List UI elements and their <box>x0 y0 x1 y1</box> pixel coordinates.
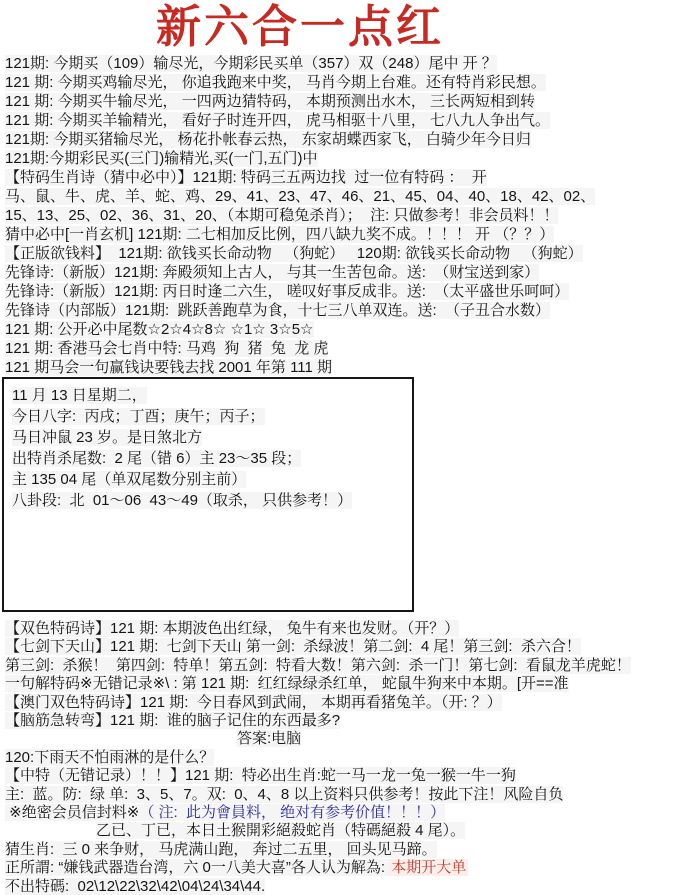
daily-almanac-box <box>2 377 414 612</box>
pioneer-poem-line: 先锋诗（内部版）121期: 跳跃善跑草为食，十七三八单双连。送: （子丑合水数） <box>5 302 551 319</box>
brain-teaser-answer: 答案:电脑 <box>237 730 302 748</box>
almanac-bazi-line: 今日八字: 丙戌；丁酉；庚午；丙子； <box>12 408 265 425</box>
pioneer-poem-line: 先锋诗:（新版）121期: 奔殿须知上古人， 与其一生苦包命。送: （财宝送到家） <box>5 264 540 281</box>
almanac-tail-line: 出特肖杀尾数: 2 尾（错 6）主 23～35 段； <box>12 450 302 467</box>
pioneer-poem-line: 先锋诗:（新版）121期: 丙日时逢二六生， 嗟叹好事反成非。送: （太平盛世乐呵呵） <box>5 283 570 300</box>
result-review-line: 121期: 今期买（109）输尽光，今期彩民买单（357）双（248）尾中 开 ？ <box>5 55 497 72</box>
result-review-line: 121 期: 今期买牛输尽光， 一四两边猜特码， 本期预测出水木， 三长两短相到转 <box>5 93 536 110</box>
result-review-line: 121期: 今期买猪输尽光， 杨花扑帐春云热， 东家胡蝶西家飞， 白骑少年今日归 <box>5 131 531 148</box>
excluded-codes-line: 不出特碼: 02\12\22\32\42\04\24\34\44. <box>5 877 266 895</box>
almanac-main-tail-line: 主 135 04 尾（单双尾数分别主前） <box>12 471 247 488</box>
result-review-line: 121 期: 今期买羊输精光， 看好子时连开四， 虎马相驱十八里， 七八九人争出气。 <box>5 112 551 129</box>
yisi-kill-line: 乙已、丁已，本日土猴開彩絕殺蛇肖（特碼絕殺 4 尾）。 <box>96 822 466 840</box>
zhengsuowei-line <box>0 859 690 877</box>
result-review-line: 121 期: 今期买鸡输尽光， 你追我跑来中奖， 马肖今期上台难。还有特肖彩民想。 <box>5 74 546 91</box>
seven-swords-line: 第三剑: 杀猴！ 第四剑: 特单！第五剑: 特看大数！第六剑: 杀一门！第七剑: 看鼠龙羊虎蛇！ <box>5 656 631 674</box>
almanac-clash-line: 马日冲鼠 23 岁。是日煞北方 <box>12 429 203 446</box>
yuqianliao-line: 【正版欲钱料】 121期: 欲钱买长命动物 （狗蛇） 120期: 欲钱买长命动物 （狗蛇） <box>5 245 583 262</box>
special-code-solution-line: 一句解特码※无错记录※\ : 第 121 期: 红红绿绿杀红单， 蛇鼠牛狗来中本期。[开==准 <box>5 675 569 693</box>
brain-teaser-120-line: 120:下雨天不怕雨淋的是什么？ <box>5 748 215 766</box>
guess-zodiac-line: 猜生肖: 三 0 来争财， 马虎满山跑， 奔过二五里， 回头见马蹄。 <box>5 840 437 858</box>
seven-zodiac-line: 121 期: 香港马会七肖中特: 马鸡 狗 猪 兔 龙 虎 <box>5 340 329 357</box>
member-envelope-line <box>0 804 690 822</box>
member-envelope-note: （ 注: 此为會員料， 绝对有参考价值！！！） <box>139 804 446 822</box>
two-color-poem-line: 【双色特码诗】121 期: 本期波色出红绿， 兔牛有来也发财。（开？） <box>5 620 460 637</box>
seven-swords-line: 【七剑下天山】121 期: 七剑下天山 第一剑: 杀绿波！第二剑: 4 尾！第三剑: 杀六合！ <box>5 638 581 656</box>
member-envelope-label: ※绝密会员信封料※ <box>5 804 140 822</box>
big-single-verdict-badge: 本期开大单 <box>391 859 467 877</box>
brain-teaser-line: 【脑筋急转弯】121 期: 谁的脑子记住的东西最多? <box>5 712 341 730</box>
result-review-line: 121期:今期彩民买(三门)输精光,买(一门,五门)中 <box>5 150 318 167</box>
zodiac-poem-header: 【特码生肖诗（猜中必中）】121期: 特码三五两边找 过一位有特码 ： 开 <box>5 169 487 186</box>
main-defense-line: 主: 蓝。防: 绿 单: 3、5、7。双: 0、4、8 以上资料只供参考！按此下注！风险自负 <box>5 785 564 803</box>
almanac-bagua-line: 八卦段: 北 01～06 43～49（取杀， 只供参考！） <box>12 492 353 509</box>
moneymaking-verse-line: 121 期马会一句赢钱诀要钱去找 2001 年第 111 期 <box>5 359 333 376</box>
page-title: 新六合一点红 <box>155 2 444 52</box>
macau-poem-line: 【澳门双色特码诗】121 期: 今日春风到武闹， 本期再看猪兔羊。（开: ？） <box>5 693 502 711</box>
almanac-date-line: 11 月 13 日星期二， <box>12 387 147 404</box>
zodiac-number-line: 15、13、25、02、36、31、20、（本期可稳兔杀肖）； 注: 只做参考！非会员料！！ <box>5 207 559 224</box>
lower-section <box>0 620 690 895</box>
zhengsuowei-text: 正所謂: “嫌钱武器造台湾，六 0一八美大喜”各人认为解為: <box>5 859 390 877</box>
one-zodiac-mystery-line: 猜中必中[一肖玄机] 121期: 二七相加反比例，四八缺九奖不成。！！！ 开 （？？） <box>5 226 555 243</box>
zodiac-number-line: 马、鼠、牛、虎、羊、蛇、鸡、29、41、23、47、46、21、45、04、40、18、42、02、 <box>5 188 596 205</box>
zhongte-line: 【中特（无错记录）！！】121 期: 特必出生肖:蛇一马一龙一兔一猴一牛一狗 <box>5 767 516 785</box>
tail-number-line: 121 期: 公开必中尾数☆2☆4☆8☆ ☆1☆ 3☆5☆ <box>5 321 314 338</box>
